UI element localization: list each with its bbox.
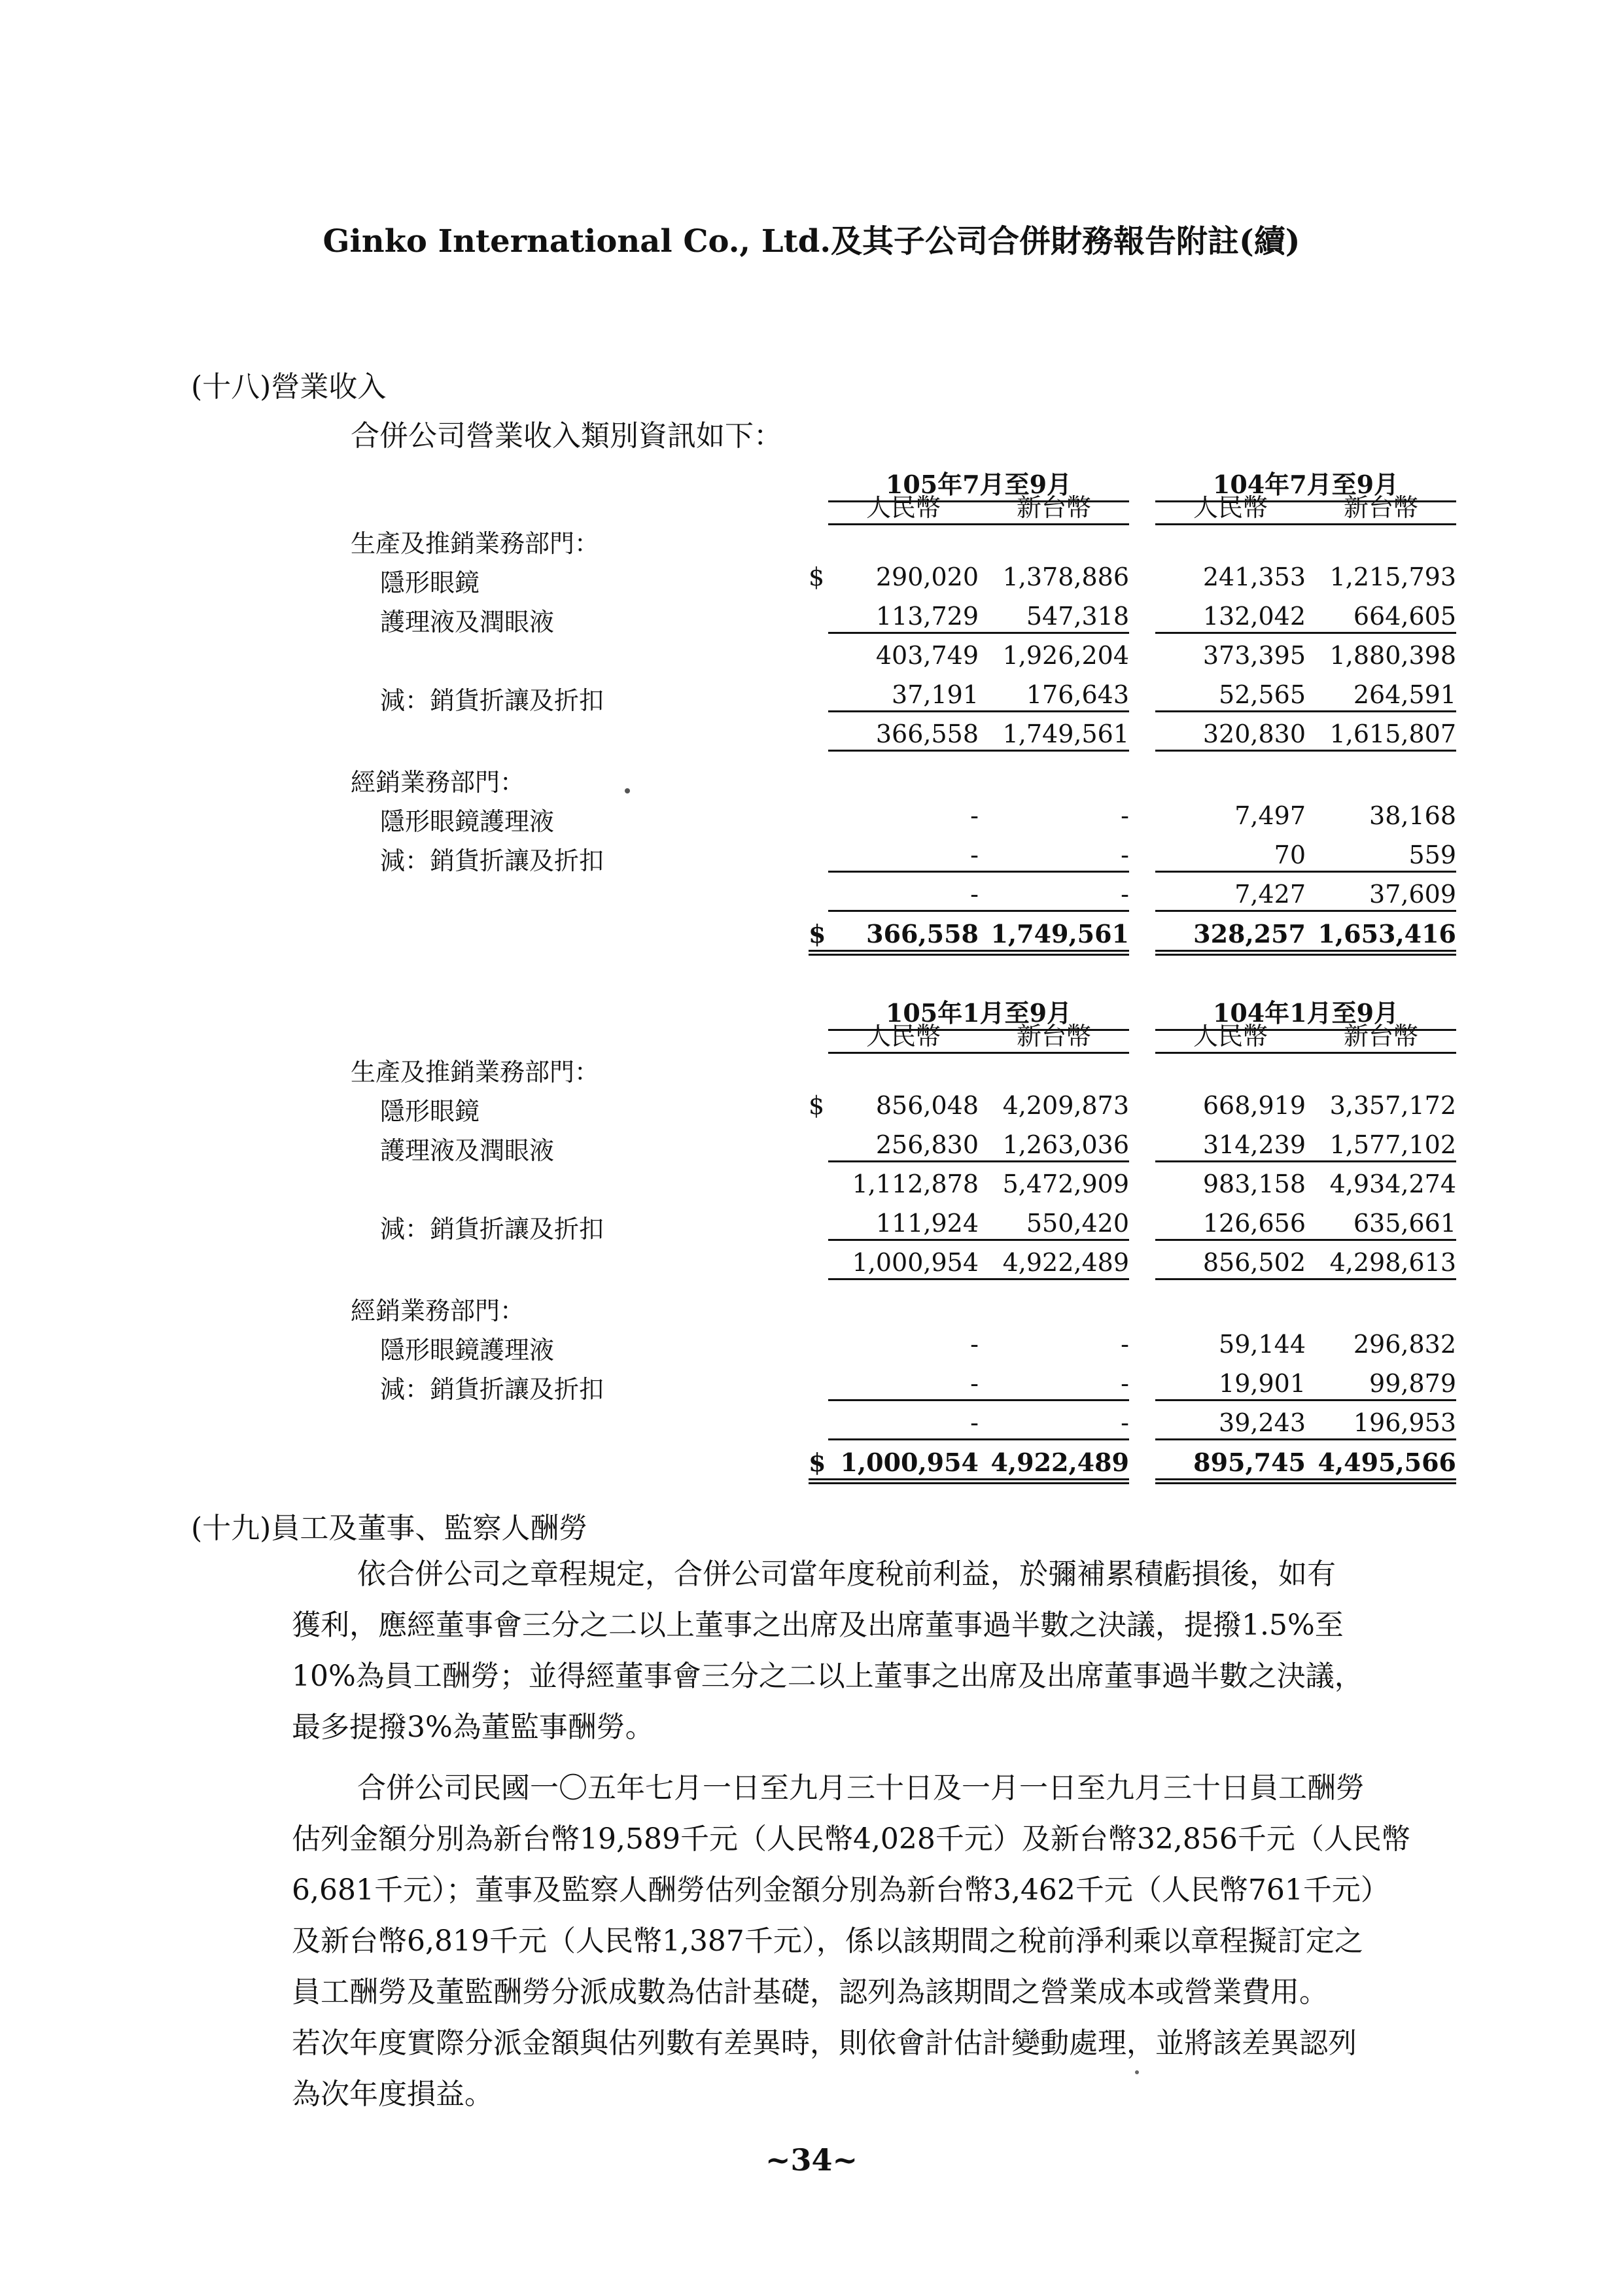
row-value: 3,357,172 bbox=[1329, 1091, 1456, 1120]
deduction-value: 52,565 bbox=[1155, 680, 1306, 712]
currency-symbol: $ bbox=[809, 919, 862, 956]
row-value: 856,048 bbox=[875, 1091, 979, 1120]
row-label: 護理液及潤眼液 bbox=[380, 1136, 555, 1165]
row-value: 256,830 bbox=[828, 1130, 979, 1162]
column-header: 新台幣 bbox=[1306, 487, 1456, 525]
total-value: 1,749,561 bbox=[979, 919, 1129, 956]
period-header: 104年7月至9月 bbox=[1155, 464, 1456, 502]
period-header: 105年7月至9月 bbox=[828, 464, 1129, 502]
row-value: 314,239 bbox=[1155, 1130, 1306, 1162]
deduction-value: - bbox=[979, 841, 1129, 873]
row-label: 護理液及潤眼液 bbox=[380, 608, 555, 636]
deduction-value: 111,924 bbox=[828, 1209, 979, 1241]
subtotal-value: 983,158 bbox=[1202, 1170, 1306, 1198]
period-header: 105年1月至9月 bbox=[828, 993, 1129, 1031]
deduction-value: 559 bbox=[1306, 841, 1456, 873]
text-line: 估列金額分別為新台幣19,589千元（人民幣4,028千元）及新台幣32,856千元（人民幣 bbox=[292, 1822, 1410, 1856]
section-heading-revenue: (十八)營業收入 bbox=[191, 370, 387, 404]
text-line: 6,681千元）；董事及監察人酬勞估列金額分別為新台幣3,462千元（人民幣761千元） bbox=[292, 1873, 1389, 1907]
column-header: 人民幣 bbox=[828, 487, 979, 525]
column-header: 人民幣 bbox=[1155, 1016, 1306, 1054]
text-line: 合併公司民國一〇五年七月一日至九月三十日及一月一日至九月三十日員工酬勞 bbox=[357, 1771, 1365, 1805]
net-value: - bbox=[828, 1408, 979, 1440]
row-value: 668,919 bbox=[1202, 1091, 1306, 1120]
page-title: Ginko International Co., Ltd.及其子公司合併財務報告附註(續) bbox=[323, 223, 1300, 260]
net-value: - bbox=[979, 880, 1129, 912]
subtotal-value: 1,926,204 bbox=[1002, 641, 1129, 670]
total-value: 366,558 bbox=[828, 919, 979, 956]
net-value: 7,427 bbox=[1155, 880, 1306, 912]
row-label: 減：銷貨折讓及折扣 bbox=[380, 846, 604, 875]
deduction-value: 550,420 bbox=[979, 1209, 1129, 1241]
subtotal-value: 1,880,398 bbox=[1329, 641, 1456, 670]
column-header: 新台幣 bbox=[979, 487, 1129, 525]
deduction-value: - bbox=[828, 841, 979, 873]
text-line: 最多提撥3%為董監事酬勞。 bbox=[292, 1711, 654, 1744]
row-value: 7,497 bbox=[1234, 801, 1306, 830]
currency-symbol: $ bbox=[809, 563, 825, 591]
page-number: ~34~ bbox=[765, 2142, 858, 2178]
group-label: 生產及推銷業務部門： bbox=[351, 529, 600, 558]
compensation-paragraph-2 bbox=[292, 1763, 1509, 2120]
row-label: 隱形眼鏡 bbox=[380, 568, 480, 597]
group-label: 經銷業務部門： bbox=[351, 1296, 525, 1325]
net-value: 1,749,561 bbox=[979, 720, 1129, 752]
group-label: 經銷業務部門： bbox=[351, 768, 525, 797]
deduction-value: 99,879 bbox=[1306, 1369, 1456, 1401]
total-value: 4,495,566 bbox=[1306, 1448, 1456, 1484]
deduction-value: 37,191 bbox=[828, 680, 979, 712]
row-label: 隱形眼鏡 bbox=[380, 1097, 480, 1126]
total-value: 4,922,489 bbox=[979, 1448, 1129, 1484]
subtotal-value: 1,112,878 bbox=[852, 1170, 979, 1198]
total-value: 895,745 bbox=[1155, 1448, 1306, 1484]
text-line: 若次年度實際分派金額與估列數有差異時，則依會計估計變動處理，並將該差異認列 bbox=[292, 2026, 1357, 2060]
row-value: 132,042 bbox=[1155, 602, 1306, 634]
net-value: 37,609 bbox=[1306, 880, 1456, 912]
row-value: 290,020 bbox=[875, 563, 979, 591]
revenue-intro: 合併公司營業收入類別資訊如下： bbox=[351, 419, 782, 453]
row-label: 減：銷貨折讓及折扣 bbox=[380, 1215, 604, 1244]
total-value: 1,000,954 bbox=[828, 1448, 979, 1484]
row-value: 1,378,886 bbox=[1002, 563, 1129, 591]
net-value: 320,830 bbox=[1155, 720, 1306, 752]
compensation-paragraph-1 bbox=[292, 1549, 1509, 1753]
text-line: 依合併公司之章程規定，合併公司當年度稅前利益，於彌補累積虧損後，如有 bbox=[357, 1557, 1336, 1591]
deduction-value: 126,656 bbox=[1155, 1209, 1306, 1241]
row-value: - bbox=[970, 1330, 979, 1359]
row-value: 547,318 bbox=[979, 602, 1129, 634]
row-value: 1,263,036 bbox=[979, 1130, 1129, 1162]
net-value: 4,298,613 bbox=[1306, 1248, 1456, 1280]
row-value: 113,729 bbox=[828, 602, 979, 634]
net-value: 196,953 bbox=[1306, 1408, 1456, 1440]
row-value: - bbox=[1121, 1330, 1129, 1359]
group-label: 生產及推銷業務部門： bbox=[351, 1058, 600, 1087]
scan-speck bbox=[1135, 2070, 1139, 2074]
deduction-value: 70 bbox=[1155, 841, 1306, 873]
total-value: 1,653,416 bbox=[1306, 919, 1456, 956]
text-line: 員工酬勞及董監酬勞分派成數為估計基礎，認列為該期間之營業成本或營業費用。 bbox=[292, 1975, 1328, 2009]
net-value: - bbox=[828, 880, 979, 912]
net-value: 366,558 bbox=[828, 720, 979, 752]
text-line: 為次年度損益。 bbox=[292, 2078, 493, 2111]
deduction-value: 176,643 bbox=[979, 680, 1129, 712]
row-label: 減：銷貨折讓及折扣 bbox=[380, 1375, 604, 1404]
row-label: 減：銷貨折讓及折扣 bbox=[380, 686, 604, 715]
column-header: 人民幣 bbox=[828, 1016, 979, 1054]
subtotal-value: 4,934,274 bbox=[1329, 1170, 1456, 1198]
revenue-table bbox=[351, 464, 1512, 988]
deduction-value: 635,661 bbox=[1306, 1209, 1456, 1241]
currency-symbol: $ bbox=[809, 1091, 825, 1120]
net-value: 1,615,807 bbox=[1306, 720, 1456, 752]
net-value: 39,243 bbox=[1155, 1408, 1306, 1440]
row-value: 664,605 bbox=[1306, 602, 1456, 634]
net-value: 856,502 bbox=[1155, 1248, 1306, 1280]
subtotal-value: 373,395 bbox=[1202, 641, 1306, 670]
row-value: 4,209,873 bbox=[1002, 1091, 1129, 1120]
column-header: 人民幣 bbox=[1155, 487, 1306, 525]
deduction-value: - bbox=[979, 1369, 1129, 1401]
row-value: 241,353 bbox=[1202, 563, 1306, 591]
deduction-value: 264,591 bbox=[1306, 680, 1456, 712]
text-line: 10%為員工酬勞；並得經董事會三分之二以上董事之出席及出席董事過半數之決議， bbox=[292, 1660, 1363, 1693]
currency-symbol: $ bbox=[809, 1448, 862, 1484]
total-value: 328,257 bbox=[1155, 919, 1306, 956]
row-label: 隱形眼鏡護理液 bbox=[380, 807, 555, 836]
column-header: 新台幣 bbox=[979, 1016, 1129, 1054]
row-value: - bbox=[970, 801, 979, 830]
subtotal-value: 403,749 bbox=[875, 641, 979, 670]
row-value: - bbox=[1121, 801, 1129, 830]
net-value: - bbox=[979, 1408, 1129, 1440]
row-value: 38,168 bbox=[1369, 801, 1456, 830]
row-value: 59,144 bbox=[1219, 1330, 1306, 1359]
column-header: 新台幣 bbox=[1306, 1016, 1456, 1054]
scan-speck bbox=[625, 788, 630, 793]
deduction-value: 19,901 bbox=[1155, 1369, 1306, 1401]
net-value: 4,922,489 bbox=[979, 1248, 1129, 1280]
row-label: 隱形眼鏡護理液 bbox=[380, 1336, 555, 1365]
row-value: 1,577,102 bbox=[1306, 1130, 1456, 1162]
text-line: 及新台幣6,819千元（人民幣1,387千元），係以該期間之稅前淨利乘以章程擬訂定之 bbox=[292, 1924, 1363, 1958]
deduction-value: - bbox=[828, 1369, 979, 1401]
text-line: 獲利，應經董事會三分之二以上董事之出席及出席董事過半數之決議，提撥1.5%至 bbox=[292, 1609, 1344, 1642]
section-heading-compensation: (十九)員工及董事、監察人酬勞 bbox=[191, 1512, 588, 1545]
row-value: 296,832 bbox=[1353, 1330, 1456, 1359]
subtotal-value: 5,472,909 bbox=[1002, 1170, 1129, 1198]
period-header: 104年1月至9月 bbox=[1155, 993, 1456, 1031]
row-value: 1,215,793 bbox=[1329, 563, 1456, 591]
revenue-table bbox=[351, 993, 1512, 1516]
net-value: 1,000,954 bbox=[828, 1248, 979, 1280]
